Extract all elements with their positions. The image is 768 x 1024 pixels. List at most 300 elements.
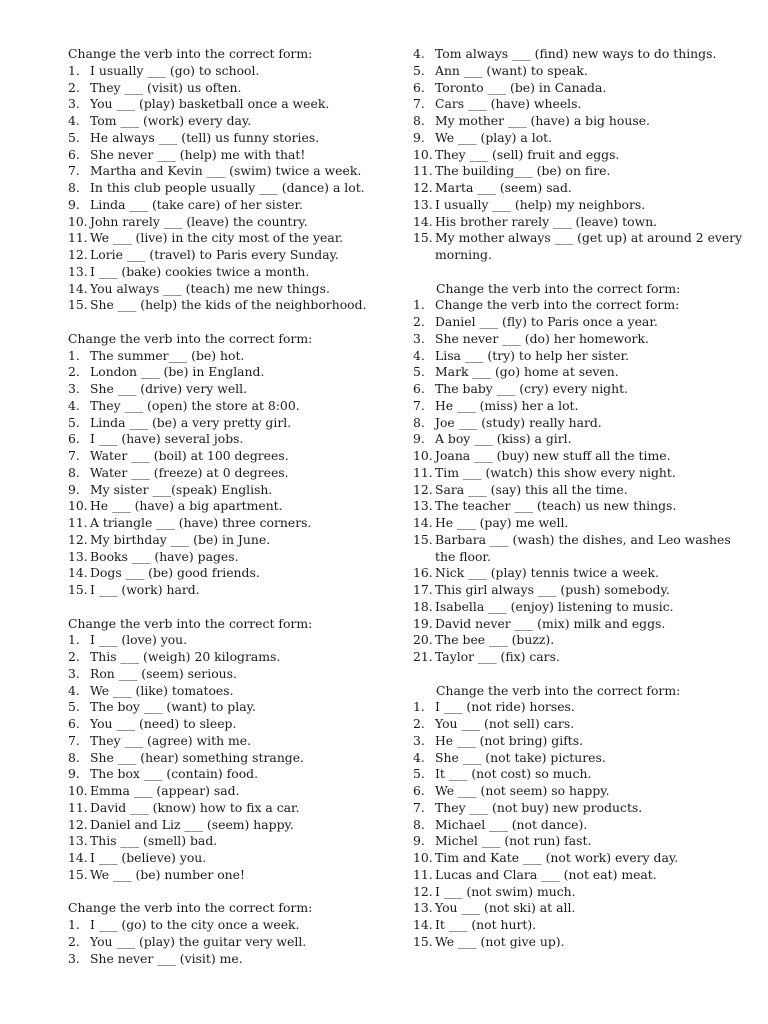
- item-number: 19.: [413, 615, 433, 631]
- item-sentence: A boy ___ (kiss) a girl.: [435, 431, 572, 447]
- exercise-item: [68, 482, 400, 499]
- item-number: 4.: [413, 46, 425, 61]
- item-number: 14.: [413, 515, 433, 530]
- exercise-item: [68, 582, 400, 599]
- item-sentence: The bee ___ (buzz).: [435, 632, 555, 648]
- item-number: 15.: [413, 531, 433, 547]
- item-number: 4.: [68, 682, 80, 698]
- item-sentence: The box ___ (contain) food.: [90, 766, 259, 782]
- exercise-item: [413, 130, 743, 147]
- item-sentence: He ___ (have) a big apartment.: [90, 498, 283, 514]
- item-sentence: John rarely ___ (leave) the country.: [90, 213, 308, 229]
- exercise-item: [413, 616, 743, 633]
- item-sentence: I ___ (believe) you.: [90, 850, 207, 865]
- exercise-item: [413, 63, 743, 80]
- item-number: 15.: [68, 582, 88, 597]
- exercise-item: [413, 180, 743, 197]
- item-sentence: I usually ___ (go) to school.: [90, 62, 260, 78]
- item-number: 6.: [413, 381, 425, 396]
- right-column: [413, 46, 743, 951]
- item-sentence: I ___ (love) you.: [90, 632, 188, 648]
- exercise-item: [413, 113, 743, 130]
- exercise-item: [68, 766, 400, 783]
- item-number: 14.: [413, 917, 433, 932]
- item-number: 2.: [68, 79, 80, 95]
- item-number: 7.: [68, 448, 80, 463]
- exercise-section: [413, 46, 743, 264]
- item-sentence: Lucas and Clara ___ (not eat) meat.: [435, 866, 657, 882]
- item-number: 10.: [68, 213, 88, 229]
- item-number: 13.: [413, 498, 433, 514]
- item-sentence: His brother rarely ___ (leave) town.: [435, 213, 658, 229]
- item-sentence: You always ___ (teach) me new things.: [90, 280, 330, 296]
- exercise-item: [413, 783, 743, 800]
- item-sentence: A triangle ___ (have) three corners.: [90, 515, 312, 530]
- item-sentence: She never ___ (help) me with that!: [90, 146, 306, 162]
- item-sentence: David ___ (know) how to fix a car.: [90, 799, 300, 815]
- item-number: 20.: [413, 632, 433, 648]
- item-number: 1.: [68, 347, 80, 363]
- exercise-item: [68, 951, 400, 968]
- item-number: 7.: [68, 732, 80, 748]
- exercise-item: [68, 247, 400, 264]
- item-sentence: She never ___ (visit) me.: [90, 950, 243, 966]
- exercise-section: [68, 900, 400, 967]
- item-number: 1.: [413, 699, 425, 715]
- item-sentence: You ___ (need) to sleep.: [90, 716, 237, 731]
- exercise-item: [413, 163, 743, 180]
- exercise-item: [68, 180, 400, 197]
- item-number: 14.: [68, 850, 88, 865]
- item-number: 5.: [68, 414, 80, 430]
- exercise-item: [68, 381, 400, 398]
- item-sentence: Linda ___ (take care) of her sister.: [90, 196, 303, 212]
- item-number: 13.: [68, 833, 88, 849]
- item-number: 8.: [68, 180, 80, 195]
- item-sentence: The teacher ___ (teach) us new things.: [435, 498, 677, 514]
- item-number: 6.: [68, 716, 80, 731]
- exercise-section: [68, 616, 400, 884]
- section-spacer: [413, 666, 743, 683]
- exercise-item: [68, 817, 400, 834]
- exercise-item: [68, 532, 400, 549]
- exercise-item: [68, 632, 400, 649]
- item-number: 11.: [413, 464, 433, 480]
- exercise-item: [68, 565, 400, 582]
- item-number: 1.: [68, 632, 80, 648]
- exercise-item: [413, 398, 743, 415]
- item-number: 5.: [413, 62, 425, 78]
- exercise-item: [413, 331, 743, 348]
- exercise-item: [413, 565, 743, 582]
- item-sentence: We ___ (like) tomatoes.: [90, 682, 234, 698]
- section-spacer: [68, 599, 400, 616]
- item-number: 15.: [68, 297, 88, 313]
- exercise-item: [413, 833, 743, 850]
- item-number: 15.: [413, 230, 433, 246]
- item-sentence: We ___ (not give up).: [435, 933, 565, 949]
- item-number: 2.: [68, 364, 80, 380]
- item-sentence: Tom ___ (work) every day.: [90, 113, 252, 128]
- exercise-item: [413, 733, 743, 750]
- exercise-item: [413, 482, 743, 499]
- item-sentence: My birthday ___ (be) in June.: [90, 531, 271, 547]
- item-number: 3.: [68, 381, 80, 396]
- item-number: 10.: [413, 146, 433, 162]
- exercise-item: [413, 381, 743, 398]
- item-sentence: Mark ___ (go) home at seven.: [435, 364, 619, 380]
- item-number: 2.: [413, 716, 425, 731]
- item-sentence: Michel ___ (not run) fast.: [435, 833, 592, 849]
- exercise-item: [413, 582, 743, 599]
- exercise-item: [413, 147, 743, 164]
- item-sentence: Water ___ (boil) at 100 degrees.: [90, 448, 289, 463]
- item-number: 2.: [68, 649, 80, 664]
- exercise-item: [68, 147, 400, 164]
- exercise-item: [68, 498, 400, 515]
- item-number: 7.: [413, 799, 425, 815]
- item-sentence: She ___ (not take) pictures.: [435, 749, 606, 765]
- exercise-item: [413, 498, 743, 515]
- item-sentence: The baby ___ (cry) every night.: [435, 381, 628, 396]
- exercise-item: [413, 800, 743, 817]
- item-sentence: We ___ (not seem) so happy.: [435, 783, 610, 798]
- item-number: 3.: [413, 732, 425, 748]
- item-number: 15.: [68, 866, 88, 882]
- exercise-item: [413, 297, 743, 314]
- item-sentence: Lorie ___ (travel) to Paris every Sunday.: [90, 247, 339, 262]
- exercise-item: [413, 431, 743, 448]
- item-number: 5.: [413, 766, 425, 782]
- item-number: 12.: [413, 481, 433, 497]
- exercise-list: [68, 348, 400, 599]
- item-sentence: You ___ (not ski) at all.: [435, 900, 576, 916]
- item-number: 12.: [413, 883, 433, 899]
- item-sentence: We ___ (live) in the city most of the year.: [90, 230, 344, 246]
- item-number: 9.: [413, 833, 425, 849]
- item-sentence: Daniel ___ (fly) to Paris once a year.: [435, 314, 658, 329]
- item-sentence: I ___ (not swim) much.: [435, 883, 576, 899]
- exercise-item: [68, 549, 400, 566]
- exercise-item: [413, 348, 743, 365]
- item-number: 18.: [413, 598, 433, 614]
- item-number: 3.: [68, 665, 80, 681]
- exercise-item: [68, 297, 400, 314]
- exercise-list: [413, 297, 743, 666]
- item-number: 12.: [68, 247, 88, 262]
- item-number: 3.: [68, 950, 80, 966]
- item-number: 3.: [68, 96, 80, 112]
- exercise-item: [68, 130, 400, 147]
- item-sentence: Water ___ (freeze) at 0 degrees.: [90, 464, 289, 480]
- item-sentence: He ___ (not bring) gifts.: [435, 732, 584, 748]
- item-number: 5.: [413, 364, 425, 380]
- exercise-item: [68, 230, 400, 247]
- exercise-item: [68, 867, 400, 884]
- item-sentence: Sara ___ (say) this all the time.: [435, 481, 628, 497]
- item-sentence: I ___ (go) to the city once a week.: [90, 917, 300, 932]
- item-number: 12.: [68, 531, 88, 547]
- left-column: [68, 46, 400, 967]
- exercise-item: [68, 666, 400, 683]
- item-sentence: She ___ (drive) very well.: [90, 381, 248, 396]
- item-number: 6.: [68, 146, 80, 162]
- item-number: 5.: [68, 699, 80, 715]
- exercise-item: [413, 96, 743, 113]
- exercise-list: [68, 63, 400, 314]
- item-sentence: Dogs ___ (be) good friends.: [90, 565, 260, 581]
- item-sentence: My mother always ___ (get up) at around 2 every morning.: [435, 230, 743, 262]
- item-sentence: Tom always ___ (find) new ways to do things.: [435, 46, 717, 61]
- item-number: 14.: [413, 213, 433, 229]
- item-sentence: In this club people usually ___ (dance) a lot.: [90, 180, 365, 195]
- exercise-item: [413, 850, 743, 867]
- exercise-item: [68, 281, 400, 298]
- item-sentence: Lisa ___ (try) to help her sister.: [435, 347, 630, 363]
- exercise-item: [413, 900, 743, 917]
- item-sentence: This girl always ___ (push) somebody.: [435, 582, 670, 597]
- item-sentence: Books ___ (have) pages.: [90, 548, 239, 564]
- exercise-item: [68, 515, 400, 532]
- exercise-item: [413, 46, 743, 63]
- item-sentence: London ___ (be) in England.: [90, 364, 265, 380]
- item-sentence: You ___ (not sell) cars.: [435, 716, 575, 731]
- exercise-item: [68, 163, 400, 180]
- item-sentence: He ___ (miss) her a lot.: [435, 397, 579, 413]
- item-sentence: I ___ (bake) cookies twice a month.: [90, 263, 310, 279]
- item-sentence: Martha and Kevin ___ (swim) twice a week.: [90, 163, 362, 179]
- exercise-item: [68, 716, 400, 733]
- item-number: 7.: [68, 163, 80, 179]
- exercise-item: [413, 197, 743, 214]
- exercise-item: [68, 431, 400, 448]
- item-number: 7.: [413, 96, 425, 112]
- item-number: 1.: [68, 62, 80, 78]
- section-heading: Change the verb into the correct form:: [68, 615, 313, 631]
- exercise-section: [68, 46, 400, 314]
- item-number: 2.: [413, 314, 425, 329]
- item-sentence: Cars ___ (have) wheels.: [435, 96, 582, 112]
- item-sentence: They ___ (sell) fruit and eggs.: [435, 146, 620, 162]
- item-number: 10.: [68, 783, 88, 798]
- item-sentence: Linda ___ (be) a very pretty girl.: [90, 414, 292, 430]
- item-sentence: Joe ___ (study) really hard.: [435, 414, 602, 430]
- exercise-item: [413, 817, 743, 834]
- item-number: 9.: [68, 481, 80, 497]
- exercise-item: [68, 80, 400, 97]
- item-sentence: You ___ (play) the guitar very well.: [90, 933, 307, 949]
- item-sentence: You ___ (play) basketball once a week.: [90, 96, 330, 112]
- exercise-item: [68, 833, 400, 850]
- exercise-list: [413, 699, 743, 950]
- section-heading: Change the verb into the correct form:: [68, 46, 313, 61]
- exercise-item: [68, 264, 400, 281]
- item-sentence: I usually ___ (help) my neighbors.: [435, 196, 646, 212]
- item-number: 9.: [413, 129, 425, 145]
- item-sentence: Tim ___ (watch) this show every night.: [435, 464, 676, 480]
- item-sentence: Taylor ___ (fix) cars.: [435, 649, 560, 664]
- item-sentence: They ___ (agree) with me.: [90, 732, 252, 748]
- section-heading: Change the verb into the correct form:: [436, 682, 681, 698]
- item-number: 9.: [68, 766, 80, 782]
- item-number: 9.: [68, 196, 80, 212]
- item-sentence: Barbara ___ (wash) the dishes, and Leo washes the floor.: [435, 531, 731, 564]
- item-number: 11.: [413, 163, 433, 179]
- exercise-item: [68, 364, 400, 381]
- item-number: 10.: [413, 850, 433, 865]
- exercise-item: [413, 716, 743, 733]
- item-sentence: Ron ___ (seem) serious.: [90, 665, 237, 681]
- item-sentence: I ___ (not ride) horses.: [435, 699, 575, 715]
- item-number: 10.: [413, 448, 433, 463]
- exercise-item: [413, 448, 743, 465]
- item-sentence: She ___ (help) the kids of the neighborhood.: [90, 297, 367, 313]
- item-sentence: The summer___ (be) hot.: [90, 347, 245, 363]
- exercise-item: [68, 934, 400, 951]
- item-number: 12.: [68, 816, 88, 832]
- exercise-item: [68, 800, 400, 817]
- item-number: 13.: [413, 196, 433, 212]
- item-sentence: Tim and Kate ___ (not work) every day.: [435, 850, 679, 865]
- exercise-section: [68, 331, 400, 599]
- item-sentence: This ___ (weigh) 20 kilograms.: [90, 649, 281, 664]
- item-number: 15.: [413, 933, 433, 949]
- item-number: 3.: [413, 330, 425, 346]
- item-number: 13.: [68, 548, 88, 564]
- item-number: 12.: [413, 180, 433, 195]
- item-number: 1.: [413, 297, 425, 313]
- item-number: 6.: [413, 783, 425, 798]
- item-sentence: My mother ___ (have) a big house.: [435, 113, 650, 128]
- item-sentence: This ___ (smell) bad.: [90, 833, 218, 849]
- item-number: 8.: [68, 464, 80, 480]
- exercise-item: [68, 113, 400, 130]
- exercise-item: [68, 214, 400, 231]
- exercise-item: [413, 314, 743, 331]
- exercise-item: [413, 465, 743, 482]
- exercise-item: [68, 348, 400, 365]
- exercise-item: [68, 649, 400, 666]
- item-number: 4.: [413, 347, 425, 363]
- section-heading: Change the verb into the correct form:: [68, 330, 313, 346]
- exercise-item: [68, 850, 400, 867]
- item-sentence: Joana ___ (buy) new stuff all the time.: [435, 448, 671, 463]
- item-number: 11.: [68, 799, 88, 815]
- exercise-item: [413, 230, 743, 264]
- exercise-item: [68, 465, 400, 482]
- item-number: 11.: [413, 866, 433, 882]
- item-sentence: Isabella ___ (enjoy) listening to music.: [435, 598, 674, 614]
- item-number: 1.: [68, 917, 80, 932]
- item-number: 8.: [413, 113, 425, 128]
- exercise-item: [413, 532, 743, 566]
- item-number: 8.: [413, 816, 425, 832]
- exercise-item: [413, 917, 743, 934]
- item-sentence: Daniel and Liz ___ (seem) happy.: [90, 816, 294, 832]
- exercise-item: [413, 599, 743, 616]
- item-sentence: He always ___ (tell) us funny stories.: [90, 129, 320, 145]
- section-spacer: [68, 314, 400, 331]
- exercise-item: [68, 63, 400, 80]
- exercise-item: [413, 699, 743, 716]
- exercise-item: [68, 783, 400, 800]
- item-number: 6.: [68, 431, 80, 447]
- item-sentence: I ___ (work) hard.: [90, 582, 200, 597]
- exercise-item: [68, 917, 400, 934]
- item-sentence: Nick ___ (play) tennis twice a week.: [435, 565, 659, 581]
- item-number: 16.: [413, 565, 433, 581]
- exercise-item: [68, 197, 400, 214]
- exercise-item: [413, 750, 743, 767]
- item-sentence: They ___ (visit) us often.: [90, 79, 242, 95]
- item-sentence: I ___ (have) several jobs.: [90, 431, 244, 447]
- item-sentence: We ___ (be) number one!: [90, 866, 245, 882]
- item-number: 8.: [413, 414, 425, 430]
- exercise-item: [413, 214, 743, 231]
- exercise-item: [413, 934, 743, 951]
- exercise-item: [413, 515, 743, 532]
- exercise-item: [413, 884, 743, 901]
- item-number: 8.: [68, 749, 80, 765]
- exercise-item: [68, 733, 400, 750]
- item-sentence: Marta ___ (seem) sad.: [435, 180, 572, 195]
- item-number: 11.: [68, 230, 88, 246]
- item-number: 2.: [68, 933, 80, 949]
- item-sentence: She never ___ (do) her homework.: [435, 330, 649, 346]
- exercise-item: [68, 398, 400, 415]
- item-sentence: It ___ (not hurt).: [435, 917, 537, 932]
- item-sentence: She ___ (hear) something strange.: [90, 749, 304, 765]
- item-number: 13.: [413, 900, 433, 916]
- item-number: 4.: [68, 397, 80, 413]
- exercise-item: [68, 96, 400, 113]
- exercise-item: [413, 80, 743, 97]
- exercise-item: [68, 448, 400, 465]
- exercise-list: [68, 632, 400, 883]
- exercise-item: [413, 364, 743, 381]
- exercise-section: [413, 683, 743, 951]
- exercise-item: [68, 415, 400, 432]
- exercise-item: [68, 699, 400, 716]
- item-sentence: The building___ (be) on fire.: [435, 163, 611, 179]
- exercise-list: [413, 46, 743, 264]
- exercise-item: [413, 766, 743, 783]
- item-sentence: Toronto ___ (be) in Canada.: [435, 79, 607, 95]
- item-number: 13.: [68, 263, 88, 279]
- item-number: 4.: [68, 113, 80, 128]
- item-sentence: Ann ___ (want) to speak.: [435, 62, 588, 78]
- section-heading: Change the verb into the correct form:: [68, 900, 313, 916]
- item-number: 9.: [413, 431, 425, 447]
- exercise-item: [413, 632, 743, 649]
- item-number: 21.: [413, 649, 433, 664]
- section-spacer: [413, 264, 743, 281]
- exercise-item: [413, 415, 743, 432]
- item-sentence: David never ___ (mix) milk and eggs.: [435, 615, 666, 631]
- exercise-item: [413, 867, 743, 884]
- item-sentence: Emma ___ (appear) sad.: [90, 783, 240, 798]
- item-number: 14.: [68, 565, 88, 581]
- exercise-list: [68, 917, 400, 967]
- item-sentence: They ___ (not buy) new products.: [435, 799, 643, 815]
- exercise-item: [68, 750, 400, 767]
- item-number: 5.: [68, 129, 80, 145]
- item-sentence: It ___ (not cost) so much.: [435, 766, 592, 782]
- item-number: 10.: [68, 498, 88, 514]
- item-number: 17.: [413, 582, 433, 597]
- exercise-item: [68, 683, 400, 700]
- exercise-section: [413, 281, 743, 666]
